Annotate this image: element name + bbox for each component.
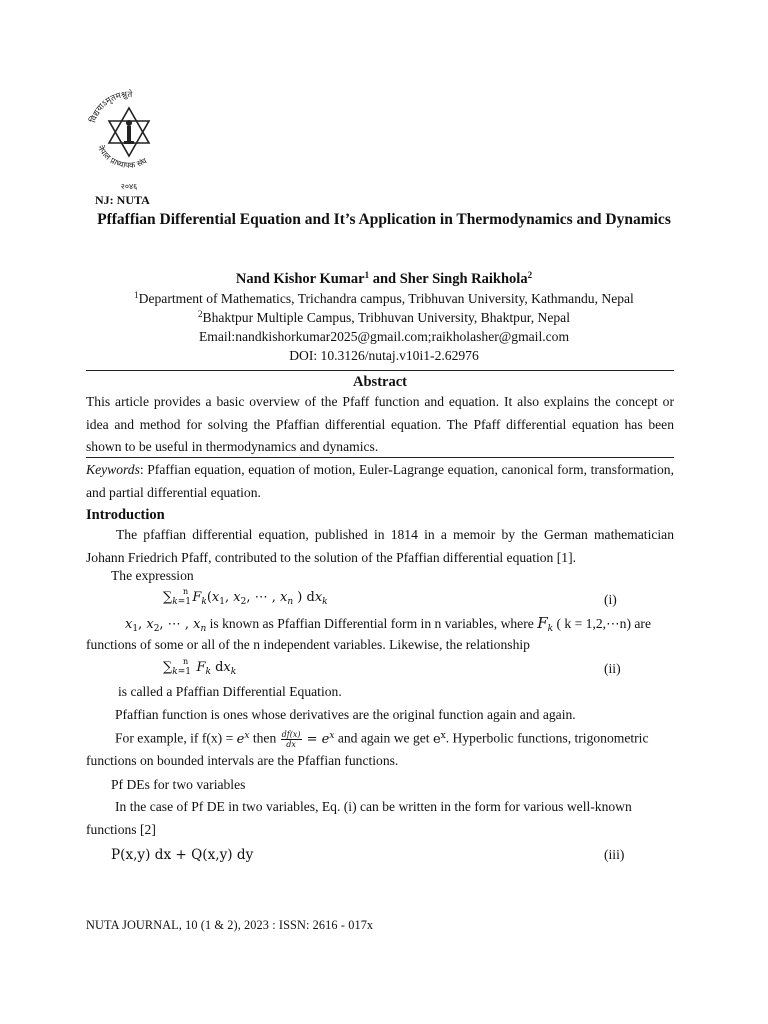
two-variables-paragraph-line-1: In the case of Pf DE in two variables, Eq. (i) can be written in the form for various well-known [115, 799, 632, 814]
equation-1-range: ( k = 1,2, [556, 616, 607, 631]
pfaffian-function-sentence: Pfaffian function is ones whose derivatives are the original function again and again. [115, 707, 576, 722]
keywords-label: Keywords [86, 462, 140, 477]
affiliation-2-text: Bhaktpur Multiple Campus, Tribhuvan University, Bhaktpur, Nepal [202, 310, 570, 325]
affiliation-1 [90, 291, 678, 307]
affiliation-2 [90, 310, 678, 326]
authors-joiner: and [369, 271, 400, 287]
article-title: Pffaffian Differential Equation and It’s Application in Thermodynamics and Dynamics [97, 211, 671, 228]
example-start: For example, if f(x) = [115, 730, 237, 746]
affiliation-1-sup: 1 [134, 290, 139, 300]
equation-1-range-end: n) are [619, 616, 651, 631]
abstract-bottom-rule [86, 457, 674, 458]
nuta-logo-seal [84, 88, 174, 196]
journal-footer: NUTA JOURNAL, 10 (1 & 2), 2023 : ISSN: 2616 - 017x [86, 918, 374, 932]
email-line: Email:nandkishorkumar2025@gmail.com;raikholasher@gmail.com [198, 329, 570, 344]
equation-1-description: $x_1$, $x_2$, ⋯ , $x_n$ is known as Pfaffian Differential form in n variables, where $F_k$ ( k = 1,2,⋯n) are [125, 614, 651, 634]
two-variables-subheading: Pf DEs for two variables [111, 777, 246, 792]
equation-2-number: (ii) [604, 661, 621, 676]
equation-3: P(x,y) dx + Q(x,y) dy [111, 847, 254, 863]
example-line: For example, if $f(x) = e^x$ then $\frac{df(x)}{dx}$ = $e^x$ and again we get $e^x$. Hyperbolic functions, trigonometric [115, 730, 649, 749]
journal-tag: NJ: NUTA [95, 193, 150, 207]
keywords [86, 459, 674, 504]
equation-1: $\sum_{k=1}^n$ $F_k(x_1$, $x_2$, ⋯ , $x_n$ ) $dx_k$ [163, 587, 328, 607]
example-tail: . Hyperbolic functions, trigonometric [445, 730, 649, 746]
abstract-top-rule [86, 370, 674, 371]
author-2: Sher Singh Raikhola [399, 271, 528, 287]
affiliation-1-text: Department of Mathematics, Trichandra campus, Tribhuvan University, Kathmandu, Nepal [138, 291, 634, 306]
equation-1-text: is known as Pfaffian Differential form in n variables, where [209, 616, 534, 631]
abstract-text: This article provides a basic overview of the Pfaff function and equation. It also explains the concept or idea and method for solving the Pfaffian differential equation. The Pfaff differential equation has been shown to be useful in thermodynamics and dynamics. [86, 394, 674, 454]
logo-motto-bottom: नेपाल प्राध्यापक संघ [95, 143, 149, 170]
doi-line: DOI: 10.3126/nutaj.v10i1-2.62976 [289, 348, 479, 363]
author-1: Nand Kishor Kumar [235, 271, 365, 287]
equation-2-description: is called a Pfaffian Differential Equation. [118, 684, 342, 699]
intro-paragraph-1: The pfaffian differential equation, published in 1814 in a memoir by the German mathematician Johann Friedrich Pfaff, contributed to the solution of the Pfaffian differential equation [1]. [86, 527, 674, 565]
affiliation-2-sup: 2 [198, 309, 203, 319]
two-variables-paragraph-line-2: functions [2] [86, 822, 156, 837]
logo-motto-top: विद्ययाऽमृतमश्नुते [88, 89, 133, 125]
equation-3-number: (iii) [604, 847, 625, 862]
equation-2: $\sum_{k=1}^n$ $F_k$ $dx_k$ [163, 657, 237, 677]
author-1-sup: 1 [364, 270, 370, 280]
example-continuation: functions on bounded intervals are the Pfaffian functions. [86, 753, 399, 768]
abstract-heading: Abstract [353, 374, 407, 390]
equation-1-number: (i) [604, 592, 617, 607]
equation-1-continuation: functions of some or all of the n independent variables. Likewise, the relationship [86, 637, 530, 652]
example-then: then [249, 730, 280, 746]
introduction-heading: Introduction [86, 507, 165, 523]
logo-year: २०४६ [120, 182, 138, 191]
expression-intro: The expression [111, 568, 194, 583]
example-again: and again we get [334, 730, 433, 746]
author-2-sup: 2 [527, 270, 533, 280]
keywords-text: : Pfaffian equation, equation of motion, Euler-Lagrange equation, canonical form, transformation, and partial differential equation. [86, 462, 674, 500]
author-line [90, 271, 678, 288]
